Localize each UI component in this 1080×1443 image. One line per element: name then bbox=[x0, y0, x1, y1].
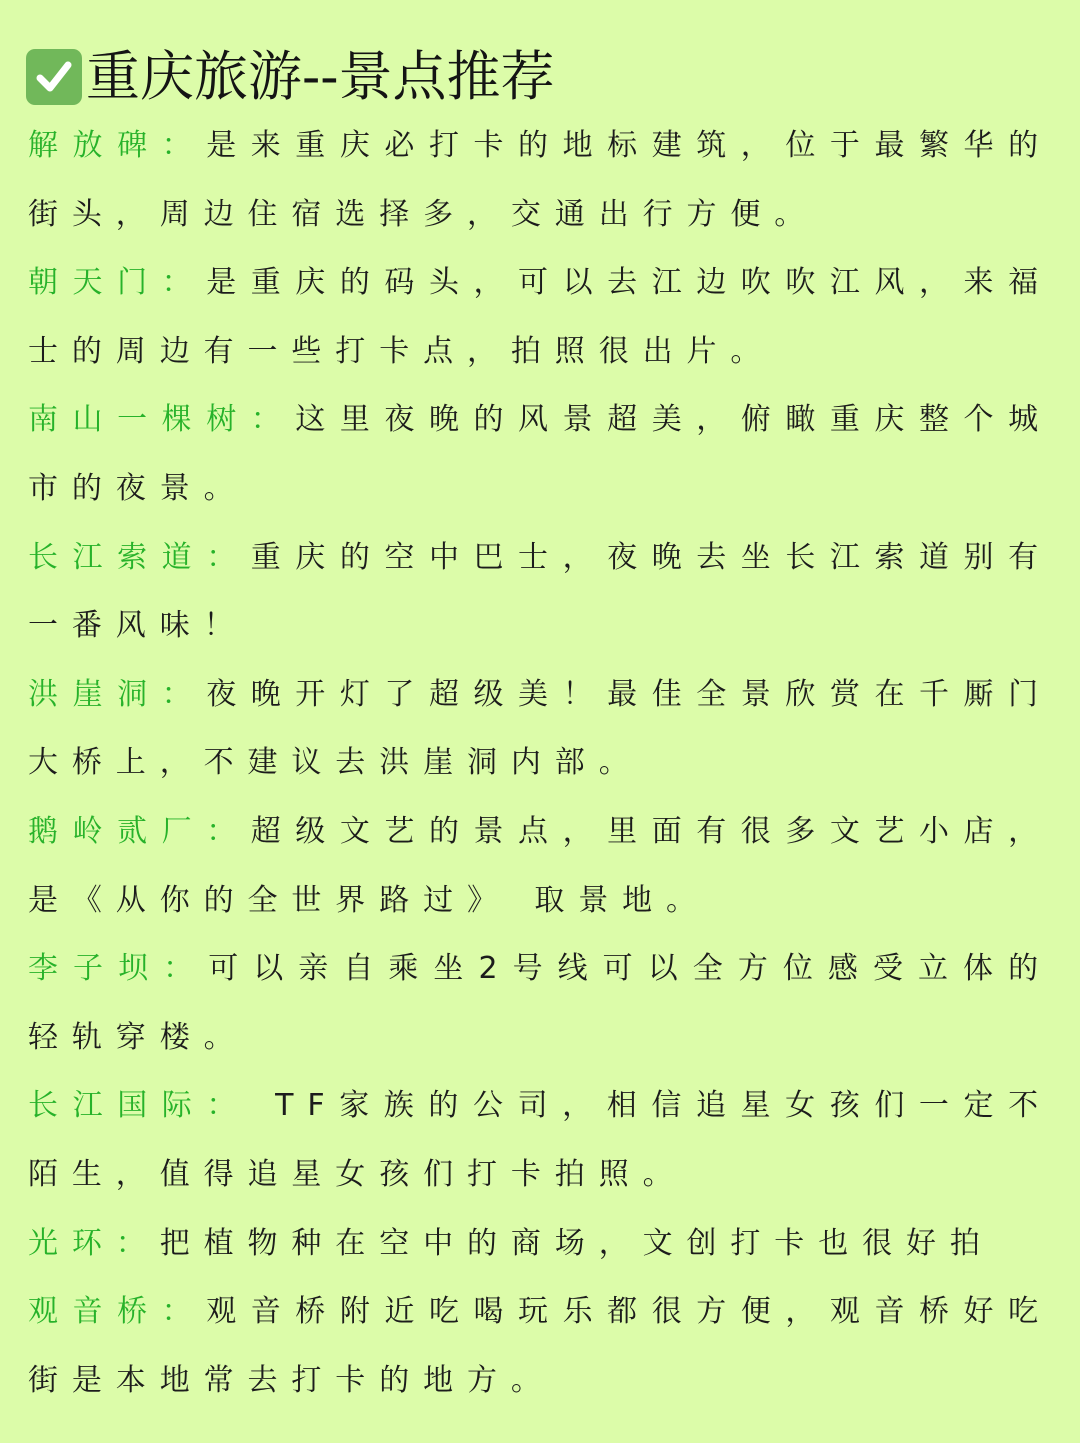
attraction-name: 鹅岭贰厂： bbox=[28, 813, 251, 849]
attraction-name: 解放碑： bbox=[28, 128, 207, 163]
attraction-description: 把植物种在空中的商场，文创打卡也很好拍 bbox=[159, 1225, 994, 1261]
attraction-name: 长江国际： bbox=[28, 1088, 251, 1124]
attraction-description: 是来重庆必打卡的地标建筑，位于最繁华的街头，周边住宿选择多，交通出行方便。 bbox=[28, 128, 1052, 232]
attraction-name: 长江索道： bbox=[28, 539, 251, 575]
attraction-description: 可以亲自乘坐2号线可以全方位感受立体的轻轨穿楼。 bbox=[28, 951, 1052, 1055]
check-mark-button-icon bbox=[26, 49, 82, 105]
attraction-entry-yangtze-intl bbox=[28, 1072, 1052, 1209]
attraction-entry-guanyinqiao bbox=[28, 1278, 1052, 1415]
attraction-entry-nanshan bbox=[28, 386, 1052, 523]
page-title: 重庆旅游--景点推荐 bbox=[86, 45, 555, 108]
attraction-name: 朝天门： bbox=[28, 265, 207, 301]
attraction-name: 光环： bbox=[28, 1225, 160, 1261]
check-mark-glyph bbox=[34, 57, 74, 97]
attraction-description: 夜晚开灯了超级美！最佳全景欣赏在千厮门大桥上，不建议去洪崖洞内部。 bbox=[28, 676, 1052, 781]
attraction-name: 观音桥： bbox=[28, 1294, 207, 1330]
attraction-entry-hongyadong bbox=[28, 661, 1052, 798]
title-row bbox=[26, 44, 555, 110]
attraction-list bbox=[28, 112, 1052, 1415]
attraction-entry-jiefangbei bbox=[28, 112, 1052, 249]
attraction-description: 重庆的空中巴士，夜晚去坐长江索道别有一番风味！ bbox=[28, 539, 1052, 644]
attraction-description: 这里夜晚的风景超美，俯瞰重庆整个城市的夜景。 bbox=[28, 402, 1052, 506]
attraction-entry-chaotianmen bbox=[28, 249, 1052, 386]
attraction-name: 李子坝： bbox=[28, 951, 209, 987]
attraction-entry-liziba bbox=[28, 935, 1052, 1072]
attraction-entry-cableway bbox=[28, 524, 1052, 661]
attraction-entry-eling bbox=[28, 798, 1052, 935]
attraction-description: 超级文艺的景点，里面有很多文艺小店，是《从你的全世界路过》 取景地。 bbox=[28, 813, 1052, 918]
attraction-description: 是重庆的码头，可以去江边吹吹江风，来福士的周边有一些打卡点，拍照很出片。 bbox=[28, 265, 1052, 369]
attraction-entry-guanghuan bbox=[28, 1210, 1052, 1279]
attraction-name: 南山一棵树： bbox=[28, 402, 296, 438]
attraction-description: 观音桥附近吃喝玩乐都很方便，观音桥好吃街是本地常去打卡的地方。 bbox=[28, 1294, 1052, 1398]
attraction-name: 洪崖洞： bbox=[28, 676, 207, 712]
attraction-description: TF家族的公司，相信追星女孩们一定不陌生，值得追星女孩们打卡拍照。 bbox=[28, 1088, 1053, 1192]
